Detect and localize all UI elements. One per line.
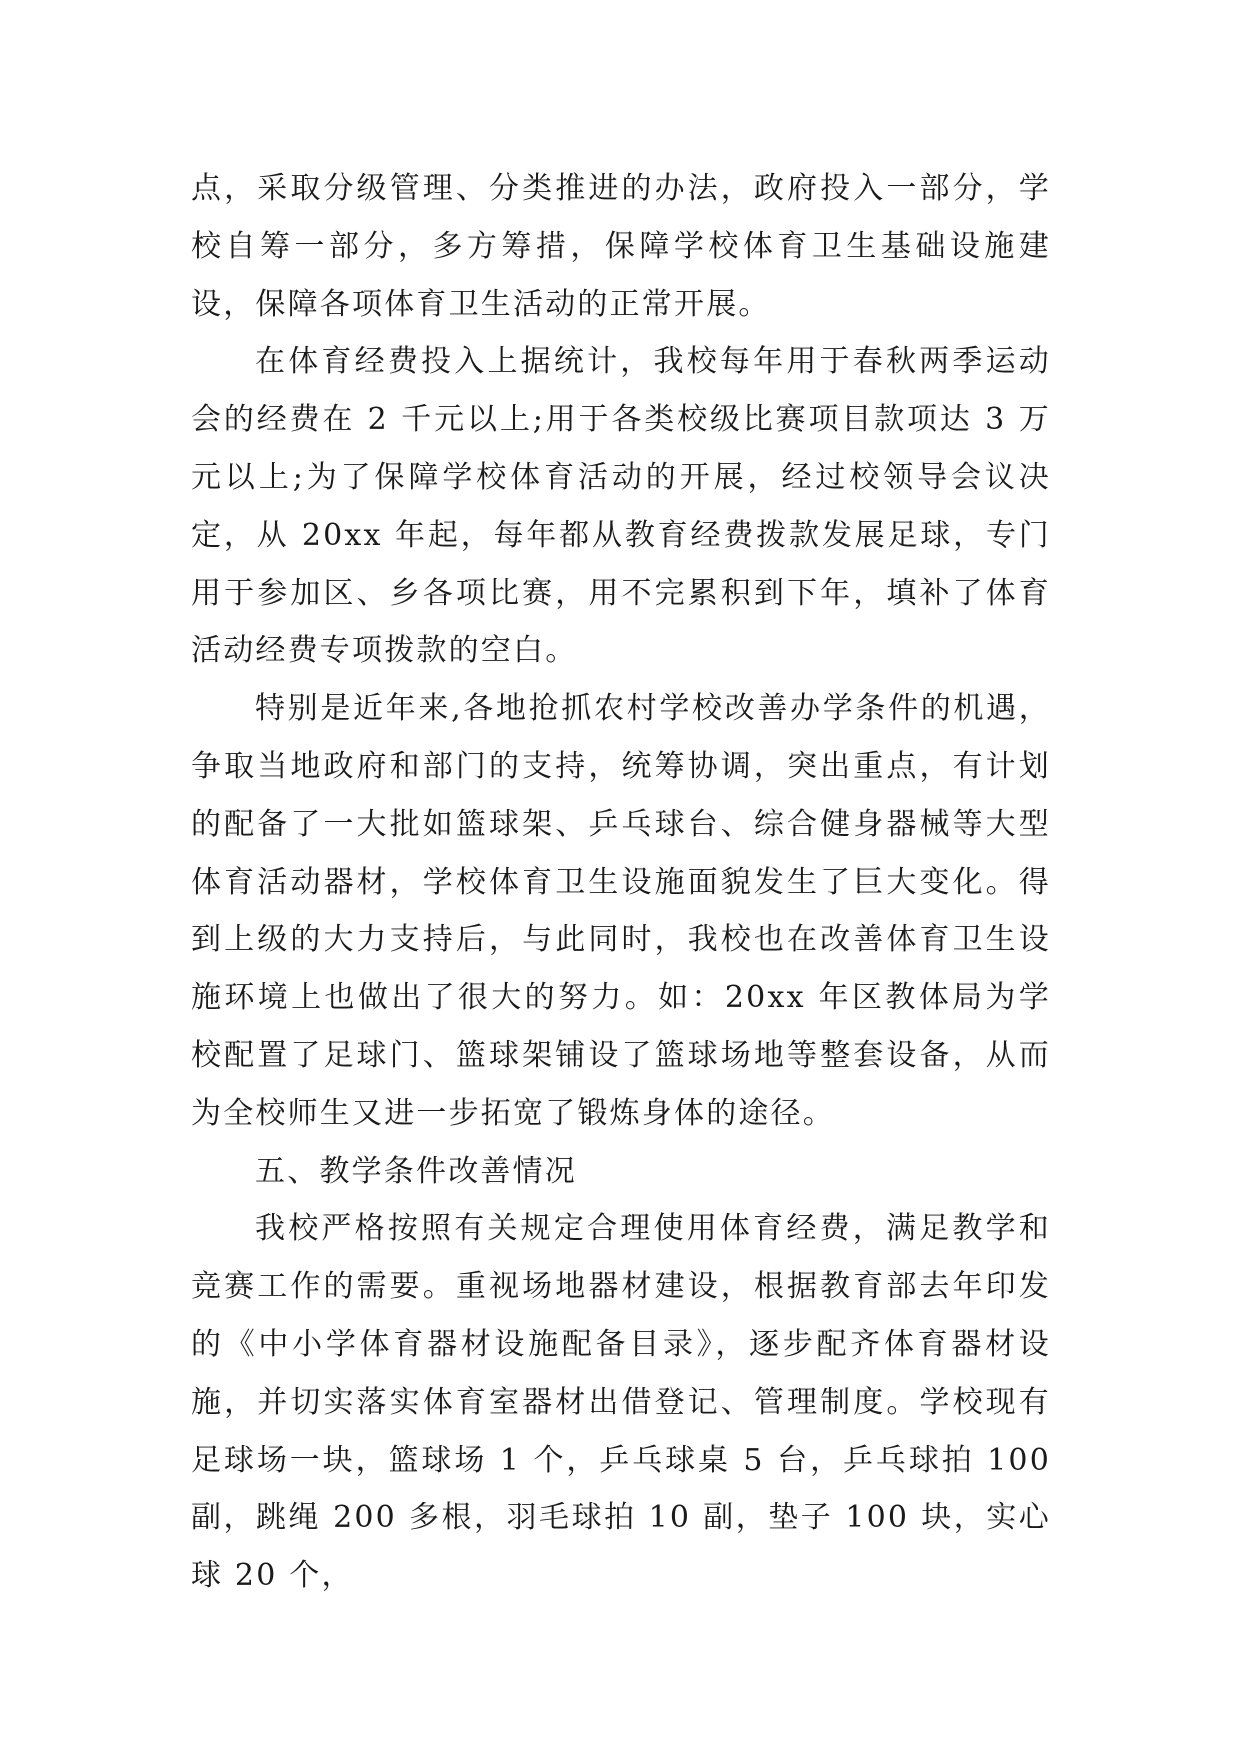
paragraph-continuation: 点，采取分级管理、分类推进的办法，政府投入一部分，学校自筹一部分，多方筹措，保障学校体育卫生基础设施建设，保障各项体育卫生活动的正常开展。 xyxy=(191,171,1051,322)
paragraph-facility-improvement: 特别是近年来,各地抢抓农村学校改善办学条件的机遇，争取当地政府和部门的支持，统筹协调，突出重点，有计划的配备了一大批如篮球架、乒乓球台、综合健身器械等大型体育活动器材，学校体育卫生设施面貌发生了巨大变化。得到上级的大力支持后，与此同时，我校也在改善体育卫生设施环境上也做出了很大的努力。如：20xx 年区教体局为学校配置了足球门、篮球架铺设了篮球场地等整套设备，从而为全校师生又进一步拓宽了锻炼身体的途径。 xyxy=(191,691,1051,1131)
section-heading: 五、教学条件改善情况 xyxy=(255,1153,577,1189)
document-body xyxy=(191,160,1051,1605)
paragraph-sports-funding: 在体育经费投入上据统计，我校每年用于春秋两季运动会的经费在 2 千元以上;用于各类校级比赛项目款项达 3 万元以上;为了保障学校体育活动的开展，经过校领导会议决定，从 20xx 年起，每年都从教育经费拨款发展足球，专门用于参加区、乡各项比赛，用不完累积到下年，填补了体育活动经费专项拨款的空白。 xyxy=(191,344,1051,669)
paragraph-teaching-conditions: 我校严格按照有关规定合理使用体育经费，满足教学和竞赛工作的需要。重视场地器材建设，根据教育部去年印发的《中小学体育器材设施配备目录》，逐步配齐体育器材设施，并切实落实体育室器材出借登记、管理制度。学校现有足球场一块，篮球场 1 个，乒乓球桌 5 台，乒乓球拍 100 副，跳绳 200 多根，羽毛球拍 10 副，垫子 100 块，实心球 20 个， xyxy=(191,1211,1051,1594)
